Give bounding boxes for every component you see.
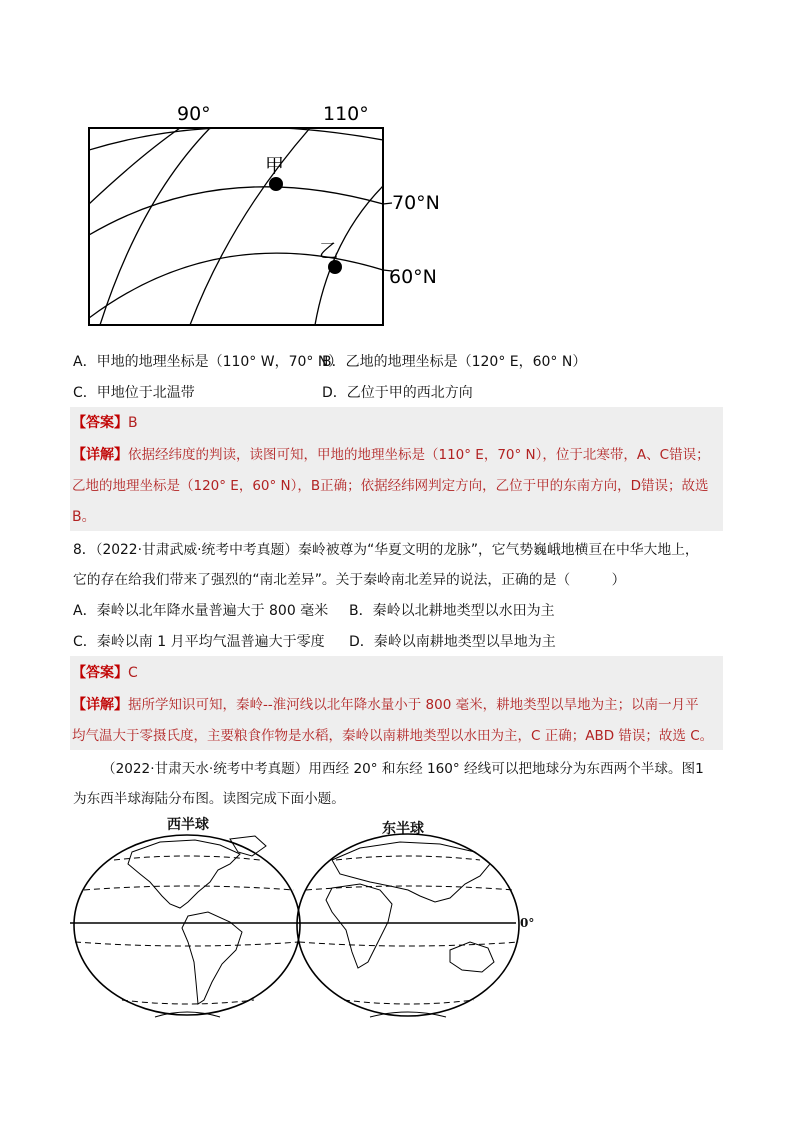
q8-answer-block <box>70 656 723 750</box>
graticule-frame <box>89 128 383 325</box>
latitude-label-60n: 60°N <box>389 266 437 288</box>
longitude-label-110: 110° <box>323 103 369 125</box>
meridian-line <box>100 128 210 325</box>
q8-stem-line-1: 8．（2022·甘肃武威·统考中考真题）秦岭被尊为“华夏文明的龙脉”，它气势巍峨地横亘在中华大地上， <box>73 542 699 558</box>
q7-option-c: C．甲地位于北温带 <box>73 385 195 401</box>
point-yi-label: 乙 <box>319 240 339 262</box>
greenland-shape <box>230 836 266 856</box>
graticule-svg <box>80 100 450 335</box>
eurasia-shape <box>332 842 490 902</box>
q7-option-a: A．甲地的地理坐标是（110° W，70° N） <box>73 354 343 370</box>
parallel-line <box>89 187 383 235</box>
east-hemisphere <box>297 834 519 1017</box>
q9-intro-line-1: （2022·甘肃天水·统考中考真题）用西经 20° 和东经 160° 经线可以把地球分为东西两个半球。图1 <box>102 761 704 777</box>
q7-detail-line-3: B。 <box>72 509 96 525</box>
parallel-line <box>89 127 383 150</box>
hemisphere-svg <box>70 812 550 1037</box>
meridian-line <box>190 128 310 325</box>
q8-option-b: B．秦岭以北耕地类型以水田为主 <box>349 603 555 619</box>
q7-answer-value: B <box>128 415 138 431</box>
q9-intro-line-2: 为东西半球海陆分布图。读图完成下面小题。 <box>73 791 345 807</box>
south-america-shape <box>182 912 242 1004</box>
q8-detail-text-1: 据所学知识可知，秦岭--淮河线以北年降水量小于 800 毫米，耕地类型以旱地为主；以南一月平 <box>128 697 699 713</box>
point-jia-marker <box>269 177 283 191</box>
q8-answer-line <box>72 663 138 683</box>
west-hemisphere <box>74 835 300 1017</box>
q7-answer-line <box>72 413 138 433</box>
q7-detail-line-2: 乙地的地理坐标是（120° E，60° N），B正确；依据经纬网判定方向，乙位于甲的东南方向，D错误；故选 <box>72 478 709 494</box>
q7-option-d: D．乙位于甲的西北方向 <box>322 385 473 401</box>
longitude-label-90: 90° <box>177 103 211 125</box>
q8-option-d: D．秦岭以南耕地类型以旱地为主 <box>349 634 556 650</box>
detail-tag: 【详解】 <box>72 447 128 463</box>
q7-answer-block <box>70 407 723 531</box>
detail-tag: 【详解】 <box>72 697 128 713</box>
answer-tag: 【答案】 <box>72 665 128 681</box>
hemisphere-figure <box>70 812 550 1037</box>
q7-option-b: B．乙地的地理坐标是（120° E，60° N） <box>322 354 587 370</box>
latitude-label-70n: 70°N <box>392 192 440 214</box>
meridian-line <box>89 128 180 204</box>
equator-label: 0° <box>520 916 535 930</box>
north-america-shape <box>128 840 240 908</box>
answer-tag: 【答案】 <box>72 415 128 431</box>
africa-shape <box>326 884 392 968</box>
q8-answer-value: C <box>128 665 138 681</box>
q8-option-c: C．秦岭以南 1 月平均气温普遍大于零度 <box>73 634 325 650</box>
graticule-figure <box>80 100 450 335</box>
q8-stem-line-2: 它的存在给我们带来了强烈的“南北差异”。关于秦岭南北差异的说法，正确的是（ ） <box>73 572 626 588</box>
q7-detail-line-1 <box>72 445 710 465</box>
east-hemisphere-title: 东半球 <box>382 821 424 837</box>
q7-detail-text-1: 依据经纬度的判读，读图可知，甲地的地理坐标是（110° E，70° N），位于北寒带，A、C错误； <box>128 447 710 463</box>
point-jia-label: 甲 <box>265 155 285 177</box>
q8-detail-line-1 <box>72 695 699 715</box>
q8-option-a: A．秦岭以北年降水量普遍大于 800 毫米 <box>73 603 329 619</box>
q8-detail-line-2: 均气温大于零摄氏度，主要粮食作物是水稻，秦岭以南耕地类型以水田为主，C 正确；ABD 错误；故选 C。 <box>72 728 714 744</box>
australia-shape <box>450 942 494 972</box>
west-hemisphere-title: 西半球 <box>167 817 209 833</box>
